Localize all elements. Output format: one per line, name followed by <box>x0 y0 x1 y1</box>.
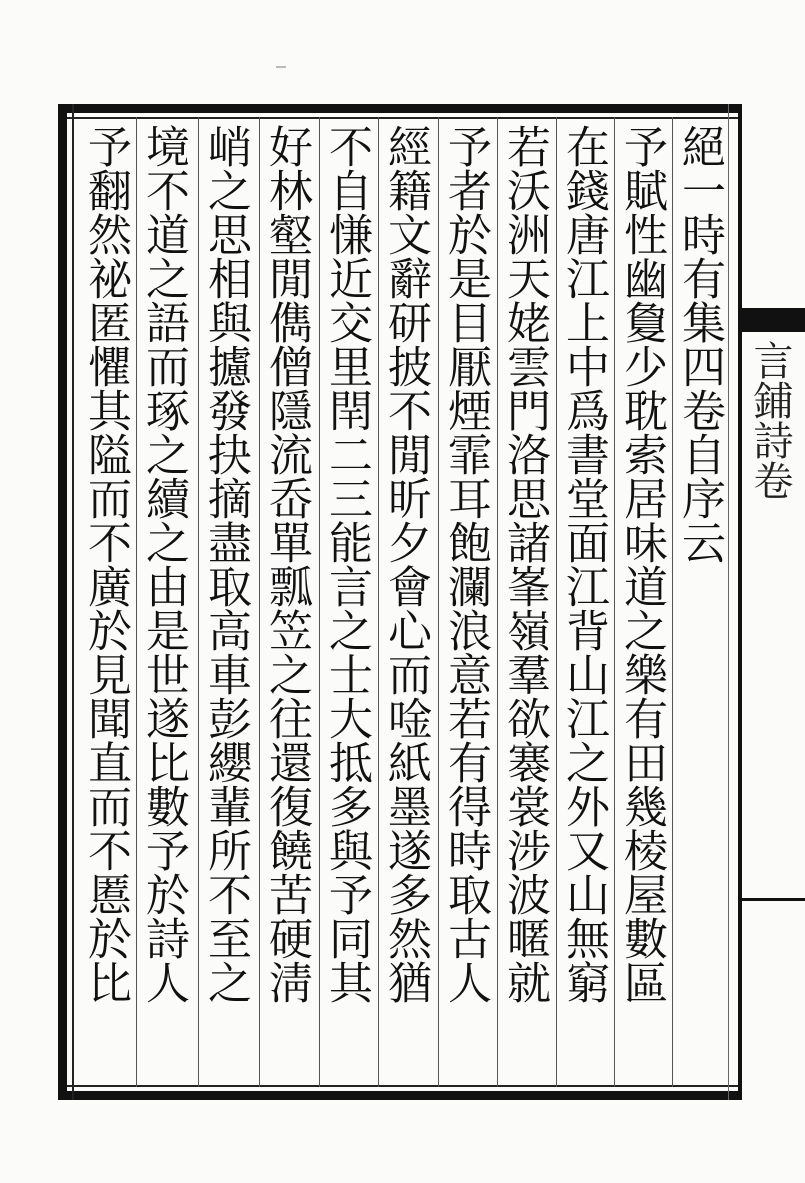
paper-speck <box>276 66 286 68</box>
text-column-6: 經籍文辭研披不閒昕夕會心而唫紙墨遂多然猶 <box>380 124 431 1004</box>
frame-top-border <box>58 104 738 113</box>
inner-top-border <box>67 117 738 119</box>
text-column-2: 予賦性幽敻少耽索居味道之樂有田幾棱屋數區 <box>616 124 667 1004</box>
inner-left-border <box>72 104 74 1100</box>
fore-edge-border <box>738 104 742 1100</box>
text-column-9: 峭之思相與攄發抉摘盡取高車彭纓輩所不至之 <box>200 124 251 1004</box>
banxin-title: 言鋪詩卷 <box>747 340 793 500</box>
frame-bottom-border <box>58 1091 738 1100</box>
fishtail-mark <box>738 308 805 332</box>
edge-line <box>728 104 729 1100</box>
text-column-11: 予翻然祕匿懼其隘而不廣於見聞直而不慝於比 <box>80 124 131 1004</box>
text-column-5: 予者於是目厭煙霏耳飽瀾浪意若有得時取古人 <box>440 124 491 1004</box>
inner-bottom-border <box>67 1085 738 1087</box>
text-column-7: 不自慊近交里閈二三能言之士大抵多與予同其 <box>321 124 372 1004</box>
banxin-divider <box>738 898 805 901</box>
text-column-10: 境不道之語而琢之續之由是世遂比數予於詩人 <box>138 124 189 1004</box>
text-column-3: 在錢唐江上中爲書堂面江背山江之外又山無窮 <box>558 124 609 1004</box>
text-column-8: 好林壑閒儁僧隱流岙單瓢笠之往還復饒苦硬淸 <box>261 124 312 1004</box>
text-column-1: 絕一時有集四卷自序云 <box>674 124 725 564</box>
frame-left-border <box>58 104 67 1100</box>
text-column-4: 若沃洲天姥雲門洛思諸峯嶺羣欲褰裳涉波暱就 <box>499 124 550 1004</box>
